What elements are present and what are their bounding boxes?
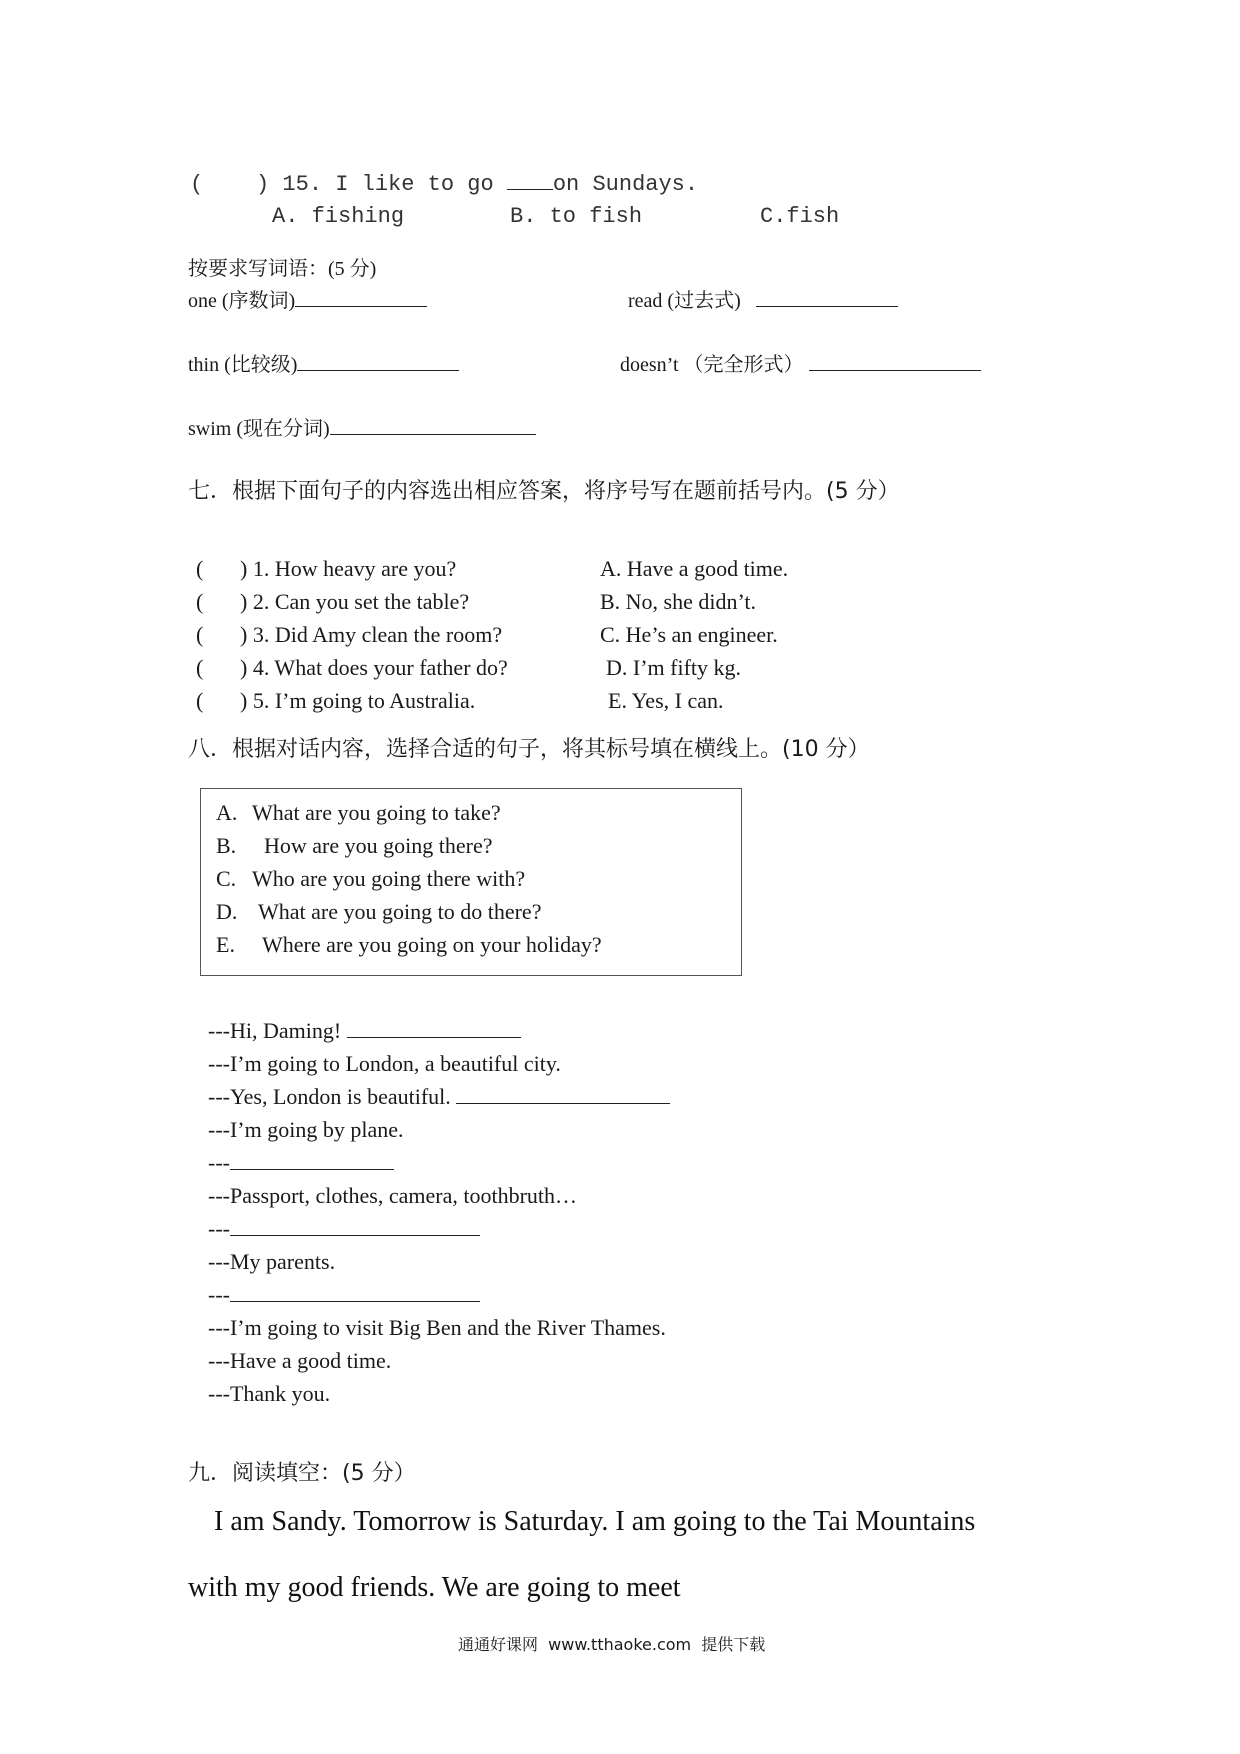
word-blank-4[interactable] [809, 370, 981, 371]
option-b-text: How are you going there? [264, 833, 493, 858]
dialogue-blank-2[interactable] [456, 1103, 670, 1104]
option-c-text: Who are you going there with? [252, 866, 526, 891]
dialogue-line-11: ---Have a good time. [208, 1348, 392, 1373]
q7-question-5: ) 5. I’m going to Australia. [240, 688, 476, 713]
dialogue-line-7: --- [208, 1216, 480, 1242]
word-blank-2[interactable] [756, 306, 898, 307]
dialogue-blank-4[interactable] [230, 1235, 480, 1236]
option-e-letter: E. [216, 932, 235, 957]
q7-paren-4[interactable]: ( [196, 655, 204, 680]
dialogue-line-10: ---I’m going to visit Big Ben and the River Thames. [208, 1315, 666, 1340]
dialogue-line-4: ---I’m going by plane. [208, 1117, 404, 1142]
q7-paren-1[interactable]: ( [196, 556, 204, 581]
q7-paren-2[interactable]: ( [196, 589, 204, 614]
q7-answer-a: A. Have a good time. [600, 556, 789, 581]
dialogue-blank-3[interactable] [230, 1169, 394, 1170]
word-blank-3[interactable] [297, 370, 459, 371]
dialogue-blank-1[interactable] [347, 1037, 521, 1038]
dialogue-blank-5[interactable] [230, 1301, 480, 1302]
dialogue-line-3: ---Yes, London is beautiful. [208, 1084, 670, 1110]
word-item-doesnt: doesn’t （完全形式） [620, 348, 981, 377]
page-footer: 通通好课网 www.tthaoke.com 提供下载 [458, 1635, 766, 1654]
word-item-read: read (过去式) [628, 284, 898, 313]
q7-question-1: ) 1. How heavy are you? [240, 556, 457, 581]
q7-question-4: ) 4. What does your father do? [240, 655, 508, 680]
q15-option-a: A. fishing [272, 204, 405, 229]
section-9-title: 九．阅读填空：(5 分） [188, 1461, 416, 1486]
dialogue-line-2: ---I’m going to London, a beautiful city. [208, 1051, 561, 1076]
word-blank-1[interactable] [295, 306, 427, 307]
q15-blank[interactable] [507, 189, 553, 190]
option-a-text: What are you going to take? [252, 800, 501, 825]
dialogue-line-12: ---Thank you. [208, 1381, 331, 1406]
dialogue-line-9: --- [208, 1282, 480, 1308]
q7-paren-3[interactable]: ( [196, 622, 204, 647]
q7-answer-b: B. No, she didn’t. [600, 589, 757, 614]
section-7-title: 七．根据下面句子的内容选出相应答案，将序号写在题前括号内。(5 分） [188, 479, 900, 504]
word-blank-5[interactable] [330, 434, 536, 435]
dialogue-line-8: ---My parents. [208, 1249, 336, 1274]
q15-answer-paren[interactable]: ( ) [190, 172, 270, 197]
q15-stem: ( ) 15. I like to go on Sundays. [190, 172, 699, 197]
option-e-text: Where are you going on your holiday? [262, 932, 602, 957]
word-item-thin: thin (比较级) [188, 348, 459, 377]
dialogue-line-5: --- [208, 1150, 394, 1176]
q7-answer-c: C. He’s an engineer. [600, 622, 778, 647]
word-item-swim: swim (现在分词) [188, 412, 536, 441]
option-b-letter: B. [216, 833, 237, 858]
q7-question-2: ) 2. Can you set the table? [240, 589, 470, 614]
q7-answer-d: D. I’m fifty kg. [606, 655, 742, 680]
section-8-title: 八．根据对话内容，选择合适的句子，将其标号填在横线上。(10 分） [188, 737, 870, 762]
reading-line-1: I am Sandy. Tomorrow is Saturday. I am going to the Tai Mountains [214, 1506, 976, 1537]
q15-option-c: C.fish [760, 204, 840, 229]
option-a-letter: A. [216, 800, 238, 825]
dialogue-line-1: ---Hi, Daming! [208, 1018, 521, 1044]
reading-line-2: with my good friends. We are going to meet [188, 1572, 681, 1603]
option-d-letter: D. [216, 899, 238, 924]
q7-answer-e: E. Yes, I can. [608, 688, 724, 713]
option-d-text: What are you going to do there? [258, 899, 542, 924]
q7-paren-5[interactable]: ( [196, 688, 204, 713]
option-c-letter: C. [216, 866, 237, 891]
dialogue-line-6: ---Passport, clothes, camera, toothbruth… [208, 1183, 578, 1208]
word-forms-title: 按要求写词语：(5 分) [188, 258, 377, 280]
word-item-one: one (序数词) [188, 284, 427, 313]
q15-option-b: B. to fish [510, 204, 643, 229]
q7-question-3: ) 3. Did Amy clean the room? [240, 622, 503, 647]
